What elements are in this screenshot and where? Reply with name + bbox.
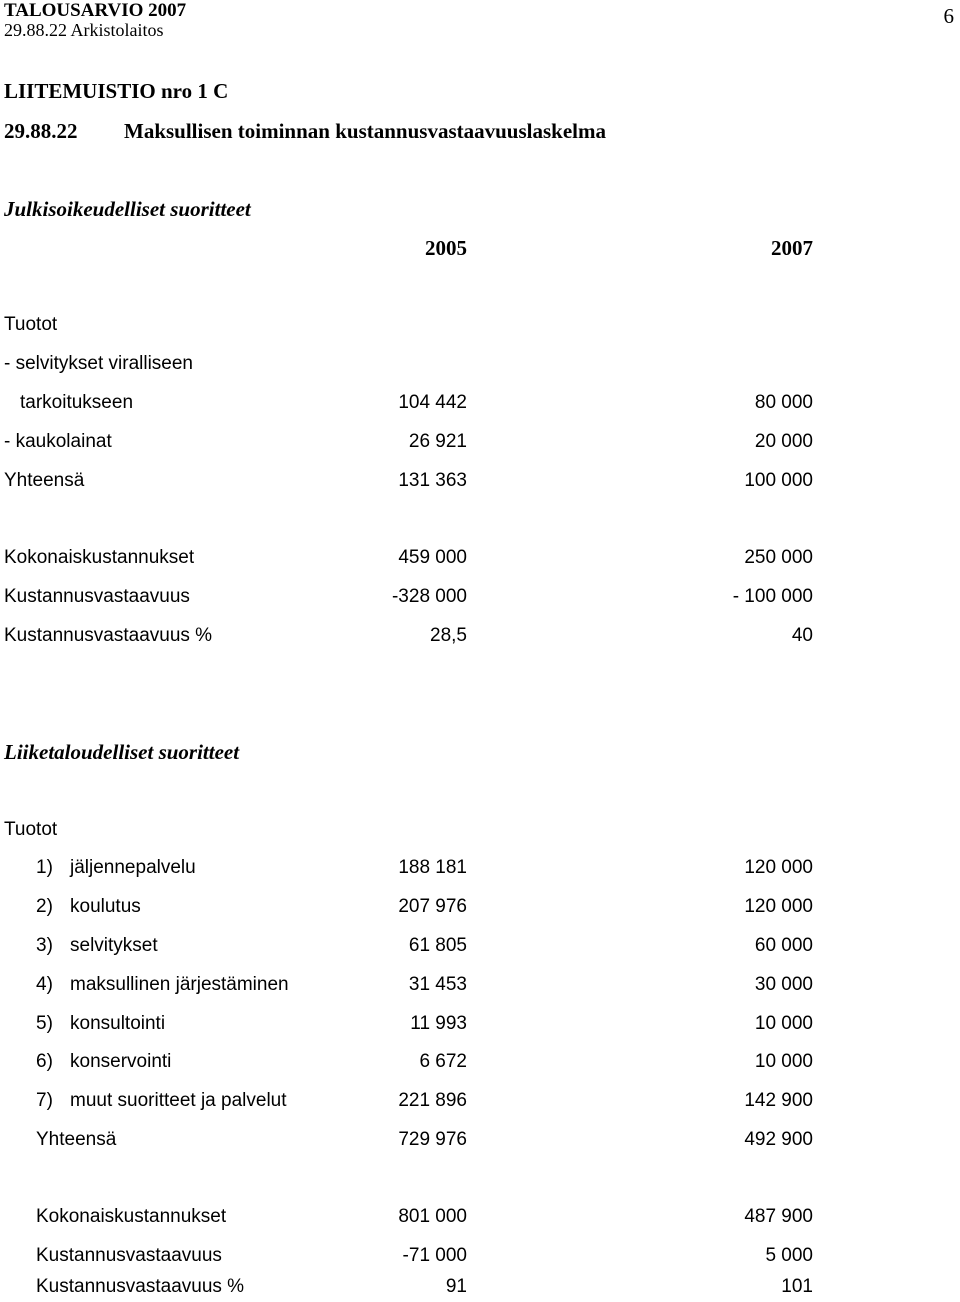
row-label: Yhteensä (36, 1129, 117, 1150)
value-2007: 10 000 (754, 1051, 813, 1072)
value-2005: 188 181 (398, 857, 467, 878)
row-label: tarkoitukseen (20, 392, 134, 413)
value-2005: 207 976 (398, 896, 467, 917)
value-2005: 221 896 (398, 1090, 467, 1111)
memo-title: Maksullisen toiminnan kustannusvastaavuuslaskelma (124, 119, 606, 143)
row-number: 4) (36, 974, 53, 995)
row-label: - selvitykset viralliseen (4, 353, 193, 374)
income-heading: Tuotot (4, 314, 58, 335)
table-row (0, 353, 960, 377)
row-label: Kokonaiskustannukset (4, 547, 195, 568)
value-2007: 487 900 (744, 1206, 813, 1227)
row-number: 2) (36, 896, 53, 917)
business-section-heading: Liiketaloudelliset suoritteet (4, 740, 240, 764)
value-2005: 61 805 (408, 935, 467, 956)
document-header-title: TALOUSARVIO 2007 (4, 0, 187, 21)
summary-row (0, 625, 960, 649)
row-label: Kustannusvastaavuus % (36, 1276, 245, 1297)
row-label: konservointi (70, 1051, 172, 1072)
value-2005: -71 000 (402, 1245, 467, 1266)
value-2007: 20 000 (754, 431, 813, 452)
summary-row (0, 1276, 960, 1300)
row-label: jäljennepalvelu (70, 857, 196, 878)
public-income-heading-row (0, 314, 960, 338)
table-row (0, 1013, 960, 1037)
value-2005: 104 442 (398, 392, 467, 413)
summary-row (0, 547, 960, 571)
value-2005: 26 921 (408, 431, 467, 452)
value-2005: 91 (445, 1276, 467, 1297)
income-heading: Tuotot (4, 819, 58, 840)
value-2007: 142 900 (744, 1090, 813, 1111)
memo-code: 29.88.22 (4, 119, 78, 143)
public-section-heading: Julkisoikeudelliset suoritteet (4, 197, 251, 221)
value-2007: 100 000 (744, 470, 813, 491)
table-row (0, 1090, 960, 1114)
table-row (0, 857, 960, 881)
memo-label: LIITEMUISTIO nro 1 C (4, 79, 229, 103)
row-label: selvitykset (70, 935, 158, 956)
table-row (0, 392, 960, 416)
row-label: muut suoritteet ja palvelut (70, 1090, 287, 1111)
value-2007: 60 000 (754, 935, 813, 956)
value-2005: 459 000 (398, 547, 467, 568)
table-row (0, 1051, 960, 1075)
year-2007-header: 2007 (771, 236, 813, 260)
row-number: 6) (36, 1051, 53, 1072)
value-2007: 120 000 (744, 857, 813, 878)
value-2005: 801 000 (398, 1206, 467, 1227)
summary-row (0, 586, 960, 610)
value-2007: 5 000 (765, 1245, 813, 1266)
table-row (0, 431, 960, 455)
value-2005: 31 453 (408, 974, 467, 995)
row-label: Kustannusvastaavuus (36, 1245, 222, 1266)
page-number: 6 (943, 4, 954, 28)
row-number: 5) (36, 1013, 53, 1034)
value-2007: 250 000 (744, 547, 813, 568)
row-label: maksullinen järjestäminen (70, 974, 289, 995)
row-label: Kustannusvastaavuus (4, 586, 190, 607)
value-2007: 492 900 (744, 1129, 813, 1150)
value-2007: 101 (781, 1276, 813, 1297)
year-2005-header: 2005 (425, 236, 467, 260)
value-2005: 131 363 (398, 470, 467, 491)
row-number: 7) (36, 1090, 53, 1111)
row-label: koulutus (70, 896, 141, 917)
table-row (0, 896, 960, 920)
row-number: 1) (36, 857, 53, 878)
summary-row (0, 1245, 960, 1269)
document-header-subtitle: 29.88.22 Arkistolaitos (4, 20, 164, 40)
row-label: Yhteensä (4, 470, 85, 491)
summary-row (0, 1206, 960, 1230)
row-label: Kokonaiskustannukset (36, 1206, 227, 1227)
value-2007: 30 000 (754, 974, 813, 995)
value-2007: 80 000 (754, 392, 813, 413)
row-label: Kustannusvastaavuus % (4, 625, 213, 646)
value-2007: 10 000 (754, 1013, 813, 1034)
value-2005: 11 993 (410, 1013, 467, 1034)
row-label: konsultointi (70, 1013, 166, 1034)
value-2007: - 100 000 (732, 586, 813, 607)
row-number: 3) (36, 935, 53, 956)
value-2005: -328 000 (391, 586, 467, 607)
value-2005: 6 672 (419, 1051, 467, 1072)
total-row (0, 1129, 960, 1153)
row-label: - kaukolainat (4, 431, 112, 452)
table-row (0, 974, 960, 998)
business-income-heading-row (0, 819, 960, 843)
table-row (0, 470, 960, 494)
table-row (0, 935, 960, 959)
value-2007: 120 000 (744, 896, 813, 917)
value-2005: 28,5 (430, 625, 467, 646)
value-2005: 729 976 (398, 1129, 467, 1150)
value-2007: 40 (791, 625, 813, 646)
